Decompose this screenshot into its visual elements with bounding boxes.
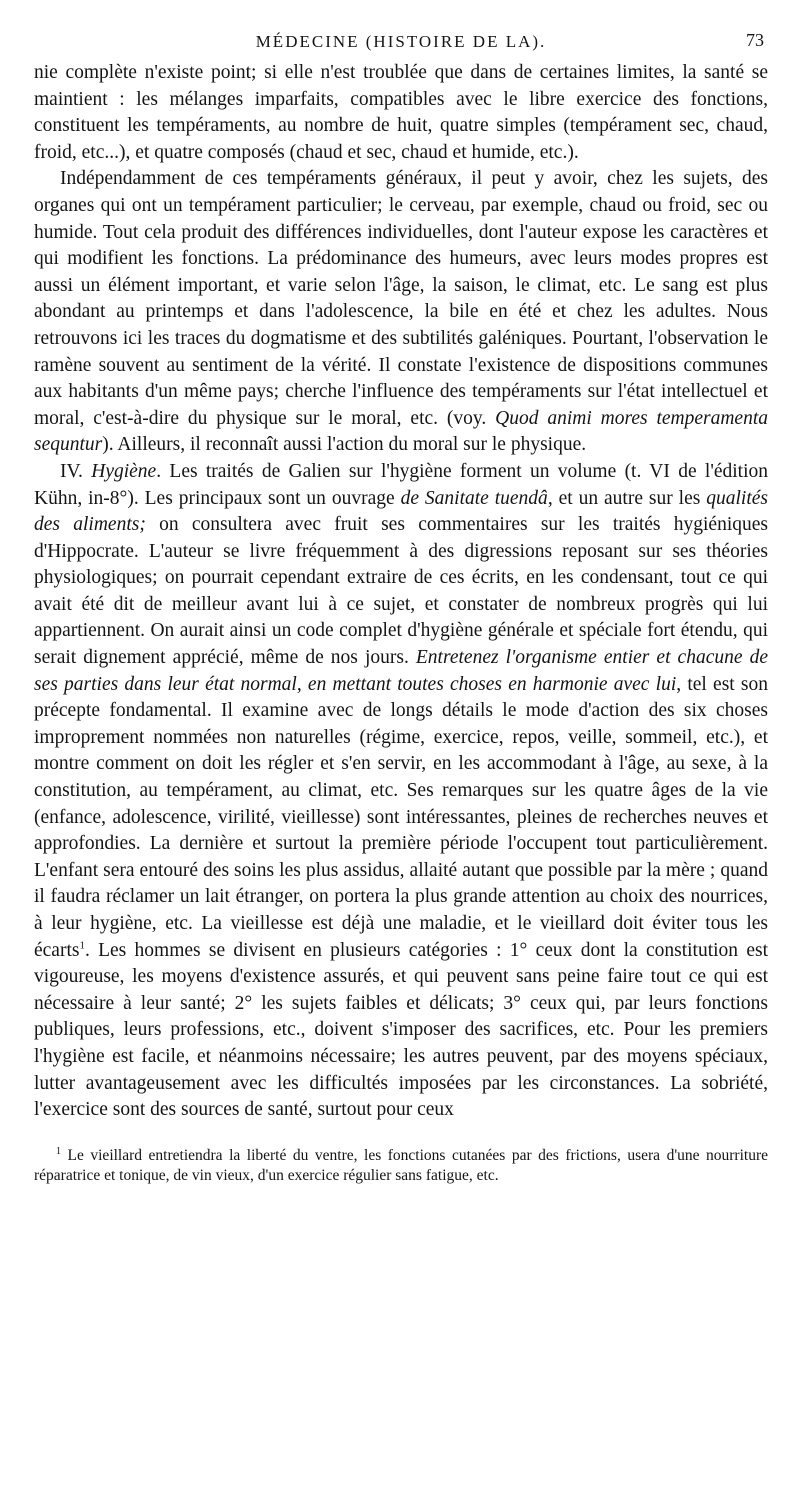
- italic-run: Hygiène: [91, 460, 157, 482]
- body-text: [34, 60, 768, 1124]
- italic-run: qualités des aliments;: [34, 487, 768, 536]
- footnote-ref: 1: [79, 939, 85, 952]
- paragraph: [34, 166, 768, 459]
- text-run: Indépendamment de ces tempéraments généraux, il peut y avoir, chez les sujets, des organes qui ont un tempérament particulier; le cerveau, par exemple, chaud ou froid, sec ou humide. Tout cela produit des différences individuelles, dont l'auteur expose les caractères et qui modifient les fonctions. La prédominance des humeurs, avec leurs modes propres est aussi un élément important, et varie selon l'âge, la saison, le climat, etc. Le sang est plus abondant au printemps et dans l'adolescence, la bile en été et chez les adultes. Nous retrouvons ici les traces du dogmatisme et des subtilités galéniques. Pourtant, l'observation le ramène souvent au sentiment de la vérité. Il constate l'existence de dispositions communes aux habitants d'un même pays; cherche l'influence des tempéraments sur l'état intellectuel et moral, c'est-à-dire du physique sur le moral, etc. (voy.: [34, 168, 768, 429]
- footnotes: [34, 1146, 768, 1186]
- text-run: . Les hommes se divisent en plusieurs catégories : 1° ceux dont la constitution est vigoureuse, les moyens d'existence assurés, et qui peuvent sans peine faire tout ce qui est nécessaire à leur santé; 2° les sujets faibles et délicats; 3° ceux qui, par leurs fonctions publiques, leurs professions, etc., doivent s'imposer des sacrifices, etc. Pour les premiers l'hygiène est facile, et néanmoins nécessaire; les autres peuvent, par des moyens spéciaux, lutter avantageusement avec les difficultés imposées par les circonstances. La sobriété, l'exercice sont des sources de santé, surtout pour ceux: [34, 939, 768, 1121]
- running-title: MÉDECINE (HISTOIRE DE LA).: [255, 32, 547, 51]
- italic-run: de Sanitate tuendâ: [400, 487, 548, 509]
- text-run: ). Ailleurs, il reconnaît aussi l'action du moral sur le physique.: [102, 434, 587, 456]
- page-header: [34, 30, 768, 60]
- page-number: 73: [746, 30, 764, 50]
- footnote: [34, 1146, 768, 1186]
- paragraph: [34, 459, 768, 1124]
- footnote-text: Le vieillard entretiendra la liberté du ventre, les fonctions cutanées par des frictions, usera d'une nourriture réparatrice et tonique, de vin vieux, d'un exercice régulier sans fatigue, etc.: [34, 1146, 768, 1184]
- text-run: on consultera avec fruit ses commentaires sur les traités hygiéniques d'Hippocrate. L'auteur se livre fréquemment à des digressions reposant sur ses théories physiologiques; on pourrait cependant extraire de ces écrits, en les condensant, tout ce qui avait été dit de meilleur avant lui à ce sujet, et constater de nombreux progrès qui lui appartiennent. On aurait ainsi un code complet d'hygiène générale et spéciale fort étendu, qui serait dignement apprécié, même de nos jours.: [34, 514, 768, 669]
- italic-run: Entretenez l'organisme entier et chacune de ses parties dans leur état normal, en mettant toutes choses en harmonie avec lui: [34, 647, 768, 695]
- italic-run: Quod animi mores temperamenta sequntur: [34, 407, 769, 456]
- footnote-marker: 1: [56, 1145, 61, 1157]
- text-run: . Les traités de Galien sur l'hygiène forment un volume (t. VI de l'édition Kühn, in-8°). Les principaux sont un ouvrage: [34, 460, 768, 509]
- paragraph: [34, 60, 768, 166]
- text-run: IV.: [60, 460, 92, 482]
- text-run: , tel est son précepte fondamental. Il examine avec de longs détails le mode d'action des six choses improprement nommées non naturelles (régime, exercice, repos, veille, sommeil, etc.), et montre comment on doit les régler et s'en servir, en les accommodant à l'âge, au sexe, à la constitution, au tempérament, au climat, etc. Ses remarques sur les quatre âges de la vie (enfance, adolescence, virilité, vieillesse) sont intéressantes, pleines de recherches neuves et approfondies. La dernière et surtout la première période l'occupent tout particulièrement. L'enfant sera entouré des soins les plus assidus, allaité autant que possible par la mère ; quand il faudra réclamer un lait étranger, on portera la plus grande attention au choix des nourrices, à leur hygiène, etc. La vieillesse est déjà une maladie, et le vieillard doit éviter tous les écarts: [34, 673, 768, 961]
- text-run: , et un autre sur les: [547, 487, 707, 509]
- text-run: nie complète n'existe point; si elle n'est troublée que dans de certaines limites, la santé se maintient : les mélanges imparfaits, compatibles avec le libre exercice des fonctions, constituent les tempéraments, au nombre de huit, quatre simples (tempérament sec, chaud, froid, etc...), et quatre composés (chaud et sec, chaud et humide, etc.).: [34, 62, 768, 163]
- document-page: [34, 30, 768, 1186]
